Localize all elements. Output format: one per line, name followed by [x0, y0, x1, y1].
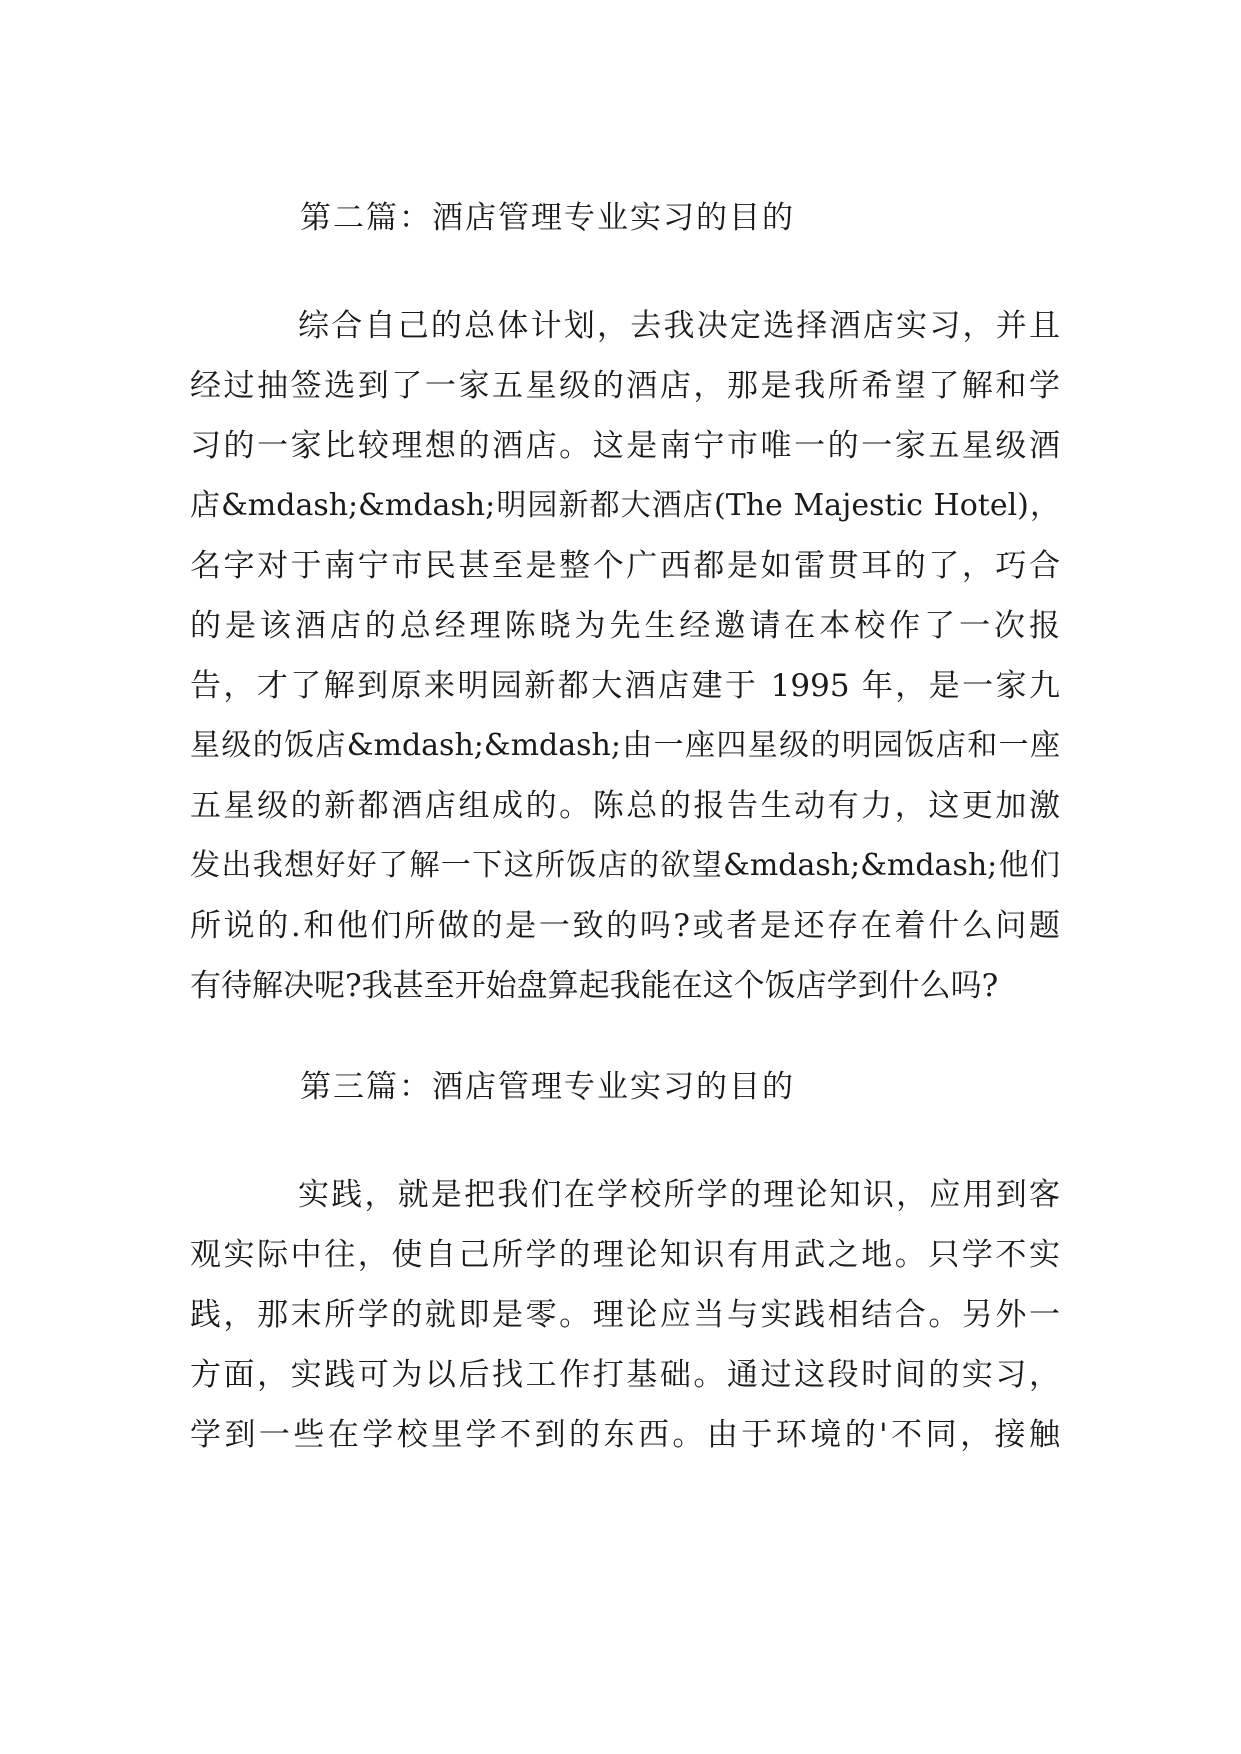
text-line: 店&mdash;&mdash;明园新都大酒店(The Majestic Hotel)，: [190, 488, 1060, 523]
text-line: 践，那末所学的就即是零。理论应当与实践相结合。另外一: [190, 1297, 1060, 1333]
text-line: 名字对于南宁市民甚至是整个广西都是如雷贯耳的了，巧合: [190, 548, 1060, 584]
section-heading-3: 第三篇：酒店管理专业实习的目的: [300, 1069, 795, 1105]
section-body-3: [190, 1165, 1060, 1465]
text-line: 习的一家比较理想的酒店。这是南宁市唯一的一家五星级酒: [190, 428, 1060, 464]
text-line: 的是该酒店的总经理陈晓为先生经邀请在本校作了一次报: [190, 608, 1060, 644]
text-line: 学到一些在学校里学不到的东西。由于环境的'不同，接触: [190, 1417, 1060, 1453]
section-heading-2: 第二篇：酒店管理专业实习的目的: [300, 200, 795, 236]
text-line: 发出我想好好了解一下这所饭店的欲望&mdash;&mdash;他们: [190, 848, 1060, 883]
text-line: 实践，就是把我们在学校所学的理论知识，应用到客: [298, 1177, 1060, 1213]
text-line: 综合自己的总体计划，去我决定选择酒店实习，并且: [298, 308, 1060, 344]
text-line: 所说的.和他们所做的是一致的吗?或者是还存在着什么问题: [190, 908, 1060, 944]
text-line: 告，才了解到原来明园新都大酒店建于 1995 年，是一家九: [190, 668, 1060, 704]
text-line: 观实际中往，使自己所学的理论知识有用武之地。只学不实: [190, 1237, 1060, 1273]
text-line: 五星级的新都酒店组成的。陈总的报告生动有力，这更加激: [190, 788, 1060, 824]
text-line: 有待解决呢?我甚至开始盘算起我能在这个饭店学到什么吗?: [190, 968, 999, 1004]
text-line: 经过抽签选到了一家五星级的酒店，那是我所希望了解和学: [190, 368, 1060, 404]
text-line: 方面，实践可为以后找工作打基础。通过这段时间的实习，: [190, 1357, 1060, 1393]
section-body-2: [190, 296, 1060, 1016]
text-line: 星级的饭店&mdash;&mdash;由一座四星级的明园饭店和一座: [190, 728, 1060, 763]
